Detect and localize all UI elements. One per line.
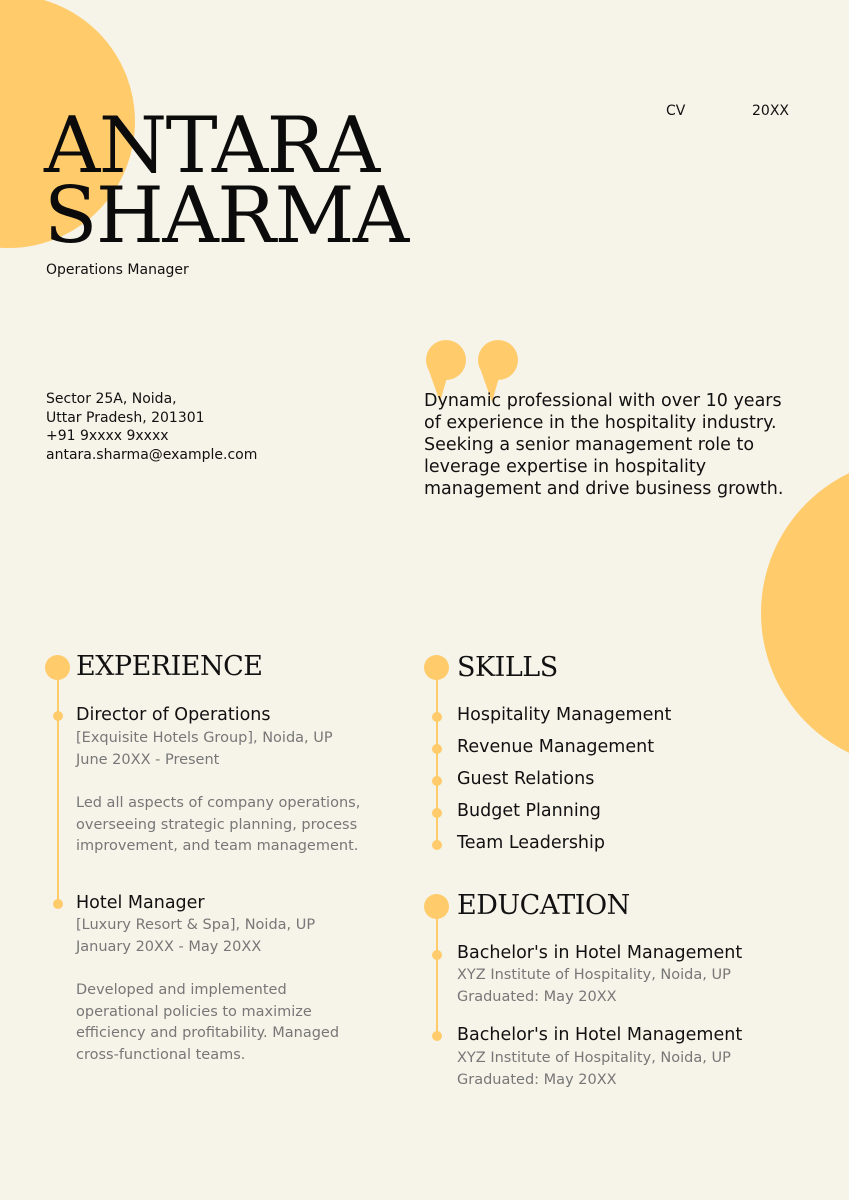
experience-job-title: Hotel Manager [76,893,205,913]
experience-company: [Luxury Resort & Spa], Noida, UP [76,917,316,933]
last-name: SHARMA [44,171,408,261]
skill-item: Hospitality Management [457,705,672,725]
skills-heading: SKILLS [457,652,558,683]
education-institution: XYZ Institute of Hospitality, Noida, UP [457,1050,731,1066]
education-item-dot [432,950,442,960]
address-line-1: Sector 25A, Noida, [46,391,177,407]
education-timeline-line [436,906,438,1036]
education-item-dot [432,1031,442,1041]
experience-description: Led all aspects of company operations, overseeing strategic planning, process improvement, and team management. [76,795,361,854]
experience-item-dot [53,899,63,909]
cv-label: CV [666,103,686,119]
education-degree: Bachelor's in Hotel Management [457,943,743,963]
experience-dates: January 20XX - May 20XX [76,939,262,955]
experience-heading: EXPERIENCE [76,651,263,682]
skill-dot [432,744,442,754]
experience-description: Developed and implemented operational policies to maximize efficiency and profitability. Managed cross-functional teams. [76,982,340,1063]
cv-year: 20XX [752,103,789,119]
education-graduation-date: Graduated: May 20XX [457,1072,617,1088]
skill-dot [432,712,442,722]
decorative-circle-right [761,458,849,768]
first-name: ANTARA [44,101,379,191]
experience-timeline-line [57,668,59,908]
skill-item: Team Leadership [457,833,605,853]
phone-number: +91 9xxxx 9xxxx [46,428,169,444]
experience-item-dot [53,711,63,721]
skill-dot [432,776,442,786]
experience-job-title: Director of Operations [76,705,271,725]
education-graduation-date: Graduated: May 20XX [457,989,617,1005]
education-institution: XYZ Institute of Hospitality, Noida, UP [457,967,731,983]
experience-company: [Exquisite Hotels Group], Noida, UP [76,730,333,746]
profile-summary: Dynamic professional with over 10 years of experience in the hospitality industry. Seeking a senior management role to leverage expertise in hospitality management and drive business growth. [424,391,784,499]
education-section-dot [424,894,449,919]
email-address: antara.sharma@example.com [46,446,258,463]
skill-dot [432,840,442,850]
education-degree: Bachelor's in Hotel Management [457,1025,743,1045]
contact-block [46,390,257,464]
job-title: Operations Manager [46,262,189,278]
address-line-2: Uttar Pradesh, 201301 [46,409,205,426]
skill-item: Guest Relations [457,769,595,789]
skills-section-dot [424,655,449,680]
skill-item: Budget Planning [457,801,601,821]
skill-item: Revenue Management [457,737,655,757]
skill-dot [432,808,442,818]
skills-timeline-line [436,668,438,846]
experience-section-dot [45,655,70,680]
education-heading: EDUCATION [457,890,630,921]
experience-dates: June 20XX - Present [76,752,220,768]
